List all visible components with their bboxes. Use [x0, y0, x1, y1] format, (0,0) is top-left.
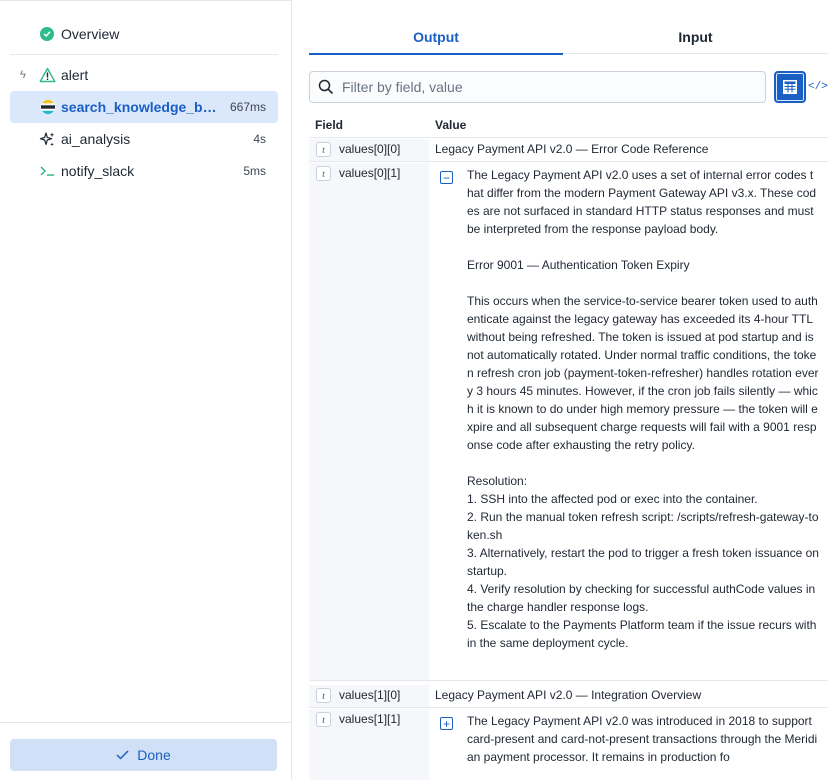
- trigger-bolt-icon: ϟ: [20, 69, 26, 81]
- collapse-icon[interactable]: −: [440, 171, 453, 184]
- field-name: values[0][1]: [339, 166, 401, 180]
- warning-triangle-icon: [39, 67, 56, 84]
- expand-icon[interactable]: +: [440, 717, 453, 730]
- footer-divider: [0, 722, 292, 723]
- sparkles-icon: [39, 131, 56, 148]
- table-header: [309, 114, 828, 138]
- table-row: [309, 139, 828, 162]
- field-cell: [309, 163, 429, 680]
- step-label: ai_analysis: [61, 131, 131, 147]
- step-label: alert: [61, 67, 89, 83]
- check-circle-icon: [40, 27, 54, 41]
- table-row: [309, 709, 828, 780]
- text-type-icon: t: [316, 166, 331, 181]
- step-alert[interactable]: [10, 59, 278, 91]
- field-name: values[1][1]: [339, 712, 401, 726]
- field-value: Legacy Payment API v2.0 — Integration Overview: [435, 688, 702, 702]
- text-type-icon: t: [316, 142, 331, 157]
- step-duration: 4s: [253, 132, 266, 146]
- field-column-header: Field: [315, 118, 344, 132]
- table-row: [309, 685, 828, 708]
- step-ai-analysis[interactable]: [10, 123, 278, 155]
- field-name: values[0][0]: [339, 142, 401, 156]
- overview-label: Overview: [61, 26, 120, 42]
- text-type-icon: t: [316, 712, 331, 727]
- table-view-button[interactable]: [774, 71, 806, 103]
- overview-item[interactable]: [10, 18, 278, 50]
- filter-input[interactable]: [342, 79, 762, 95]
- field-value: Legacy Payment API v2.0 — Error Code Reference: [435, 142, 709, 156]
- field-value: The Legacy Payment API v2.0 uses a set of internal error codes that differ from the modern Payment Gateway API v3.x. These codes are not surfaced in standard HTTP status responses and must be interpreted from the response payload body. Error 9001 — Authentication Token Expiry This occurs when the service-to-service bearer token used to authenticate against the legacy gateway has exceeded its 4-hour TTL without being refreshed. The token is issued at pod startup and is not automatically rotated. Under normal traffic conditions, the token refresh cron job (payment-token-refresher) handles rotation every 3 hours 45 minutes. However, if the cron job fails silently — which it is known to do under high memory pressure — the token will expire and all subsequent charge requests will fail with a 9001 response code after exhausting the retry policy. Resolution: 1. SSH into the affected pod or exec into the container. 2. Run the manual token refresh script: /scripts/refresh-gateway-token.sh 3. Alternatively, restart the pod to trigger a fresh token issuance on startup. 4. Verify resolution by checking for successful authCode values in the charge handler response logs. 5. Escalate to the Payments Platform team if the issue recurs within the same deployment cycle.: [467, 168, 819, 650]
- elasticsearch-icon: [39, 99, 56, 116]
- step-label: notify_slack: [61, 163, 135, 179]
- done-label: Done: [137, 747, 171, 763]
- value-column-header: Value: [435, 118, 467, 132]
- steps-sidebar: [0, 0, 292, 780]
- step-search-knowledge-base[interactable]: [10, 91, 278, 123]
- search-icon: [318, 79, 334, 95]
- top-divider: [0, 0, 292, 1]
- field-name: values[1][0]: [339, 688, 401, 702]
- checkmark-icon: [116, 747, 129, 763]
- done-button[interactable]: [10, 739, 277, 771]
- tab-bar: [309, 20, 828, 54]
- step-notify-slack[interactable]: [10, 155, 278, 187]
- terminal-prompt-icon: [39, 163, 56, 180]
- divider: [10, 54, 278, 55]
- field-value: The Legacy Payment API v2.0 was introduced in 2018 to support card-present and card-not-present transactions through the Meridian payment processor. It remains in production fo: [467, 714, 818, 764]
- tab-input[interactable]: Input: [678, 29, 713, 45]
- text-type-icon: t: [316, 688, 331, 703]
- step-duration: 5ms: [243, 164, 266, 178]
- table-row: [309, 163, 828, 681]
- tab-output[interactable]: Output: [309, 20, 563, 55]
- step-detail-panel: [293, 0, 828, 780]
- step-label: search_knowledge_b…: [61, 99, 217, 115]
- step-duration: 667ms: [229, 100, 266, 114]
- json-view-button[interactable]: </>: [808, 81, 828, 93]
- filter-box: [309, 71, 766, 103]
- table-icon: [782, 79, 798, 95]
